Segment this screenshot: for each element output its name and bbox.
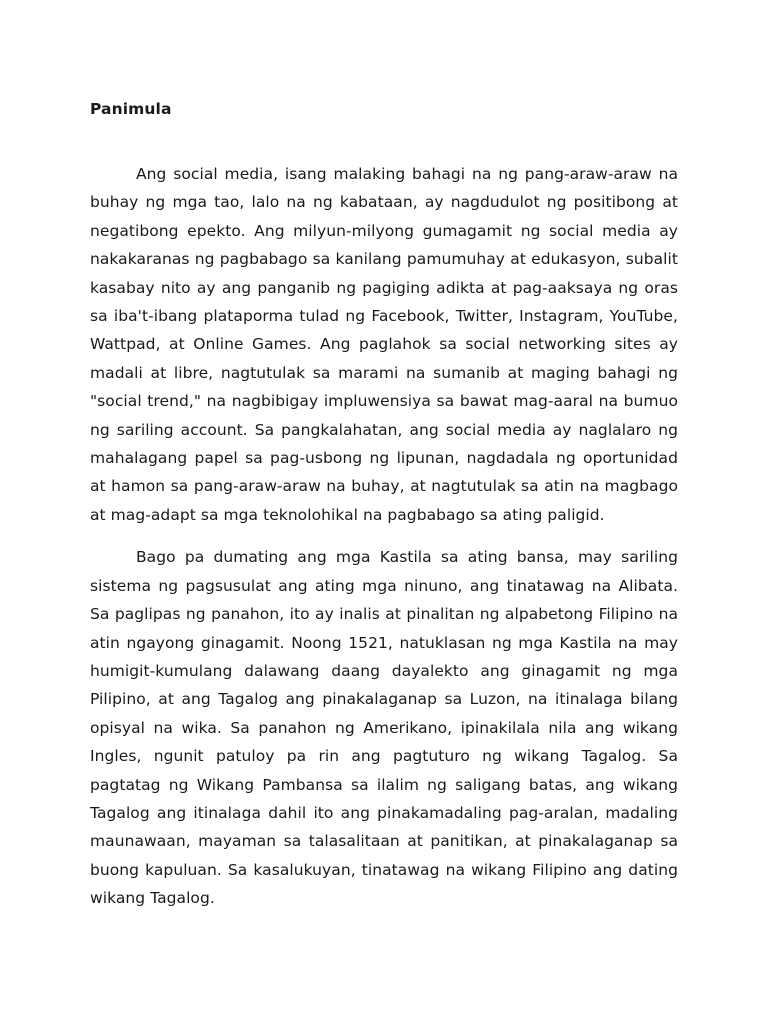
- paragraph-wika-history: Bago pa dumating ang mga Kastila sa ating bansa, may sariling sistema ng pagsusulat ang ating mga ninuno, ang tinatawag na Alibata. Sa paglipas ng panahon, ito ay inalis at pinalitan ng alpabetong Filipino na atin ngayong ginagamit. Noong 1521, natuklasan ng mga Kastila na may humigit-kumulang dalawang daang dayalekto ang ginagamit ng mga Pilipino, at ang Tagalog ang pinakalaganap sa Luzon, na itinalaga bilang opisyal na wika. Sa panahon ng Amerikano, ipinakilala nila ang wikang Ingles, ngunit patuloy pa rin ang pagtuturo ng wikang Tagalog. Sa pagtatag ng Wikang Pambansa sa ilalim ng saligang batas, ang wikang Tagalog ang itinalaga dahil ito ang pinakamadaling pag-aralan, madaling maunawaan, mayaman sa talasalitaan at panitikan, at pinakalaganap sa buong kapuluan. Sa kasalukuyan, tinatawag na wikang Filipino ang dating wikang Tagalog.: [90, 548, 678, 908]
- paragraph-social-media: Ang social media, isang malaking bahagi na ng pang-araw-araw na buhay ng mga tao, lalo na ng kabataan, ay nagdudulot ng positibong at negatibong epekto. Ang milyun-milyong gumagamit ng social media ay nakakaranas ng pagbabago sa kanilang pamumuhay at edukasyon, subalit kasabay nito ay ang panganib ng pagiging adikta at pag-aaksaya ng oras sa iba't-ibang plataporma tulad ng Facebook, Twitter, Instagram, YouTube, Wattpad, at Online Games. Ang paglahok sa social networking sites ay madali at libre, nagtutulak sa marami na sumanib at maging bahagi ng "social trend," na nagbibigay impluwensiya sa bawat mag-aaral na bumuo ng sariling account. Sa pangkalahatan, ang social media ay naglalaro ng mahalagang papel sa pag-usbong ng lipunan, nagdadala ng oportunidad at hamon sa pang-araw-araw na buhay, at nagtutulak sa atin na magbago at mag-adapt sa mga teknolohikal na pagbabago sa ating paligid.: [90, 165, 678, 524]
- section-heading: Panimula: [90, 100, 172, 118]
- document-body: [90, 97, 678, 913]
